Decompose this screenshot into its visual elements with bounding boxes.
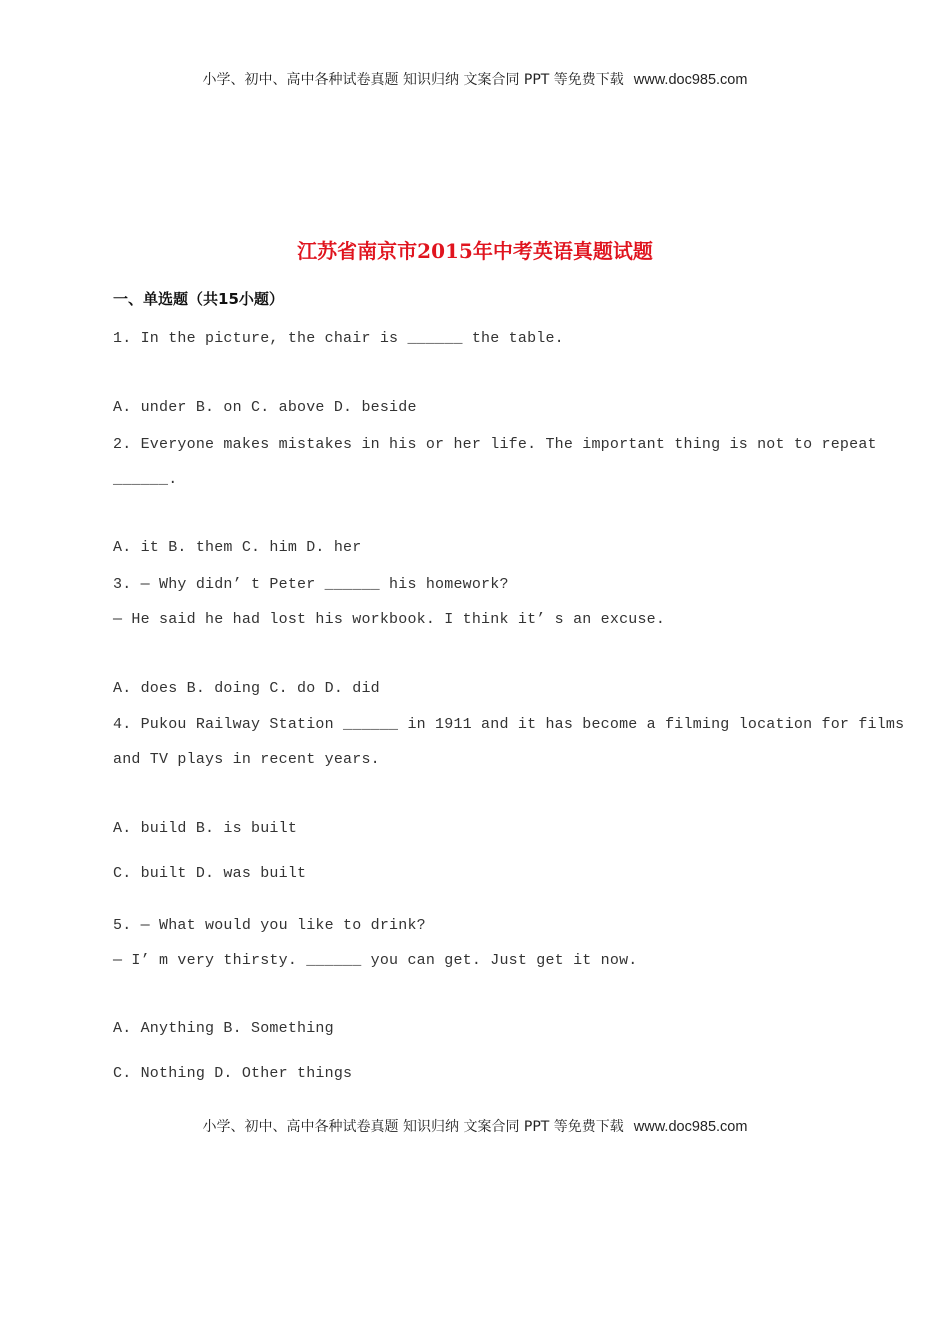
- question-3-stem: 3. — Why didn’ t Peter ______ his homework?: [113, 576, 509, 593]
- footer-banner-url[interactable]: www.doc985.com: [633, 1119, 748, 1135]
- question-4-stem: 4. Pukou Railway Station ______ in 1911 and it has become a filming location for films: [113, 716, 905, 733]
- section-heading: 一、单选题（共15小题）: [113, 290, 284, 308]
- question-5-stem: 5. — What would you like to drink?: [113, 917, 426, 934]
- question-4-options-ab: A. build B. is built: [113, 820, 298, 837]
- question-1-stem: 1. In the picture, the chair is ______ the table.: [113, 330, 564, 347]
- question-3-reply: — He said he had lost his workbook. I think it’ s an excuse.: [113, 611, 666, 628]
- question-2-stem: 2. Everyone makes mistakes in his or her life. The important thing is not to repeat: [113, 436, 877, 453]
- footer-banner: [0, 1116, 950, 1136]
- header-banner-text: 小学、初中、高中各种试卷真题 知识归纳 文案合同 PPT 等免费下载: [202, 72, 624, 88]
- question-1-options: A. under B. on C. above D. beside: [113, 399, 417, 416]
- question-4-stem-cont: and TV plays in recent years.: [113, 751, 380, 768]
- question-3-options: A. does B. doing C. do D. did: [113, 680, 380, 697]
- footer-banner-text: 小学、初中、高中各种试卷真题 知识归纳 文案合同 PPT 等免费下载: [202, 1119, 624, 1135]
- question-2-stem-cont: ______.: [113, 471, 178, 488]
- document-title: 江苏省南京市2015年中考英语真题试题: [297, 239, 653, 263]
- header-banner-url[interactable]: www.doc985.com: [633, 72, 748, 88]
- header-banner: [0, 69, 950, 89]
- question-2-options: A. it B. them C. him D. her: [113, 539, 362, 556]
- question-5-options-cd: C. Nothing D. Other things: [113, 1065, 353, 1082]
- question-5-reply: — I’ m very thirsty. ______ you can get. Just get it now.: [113, 952, 638, 969]
- question-5-options-ab: A. Anything B. Something: [113, 1020, 334, 1037]
- question-4-options-cd: C. built D. was built: [113, 865, 307, 882]
